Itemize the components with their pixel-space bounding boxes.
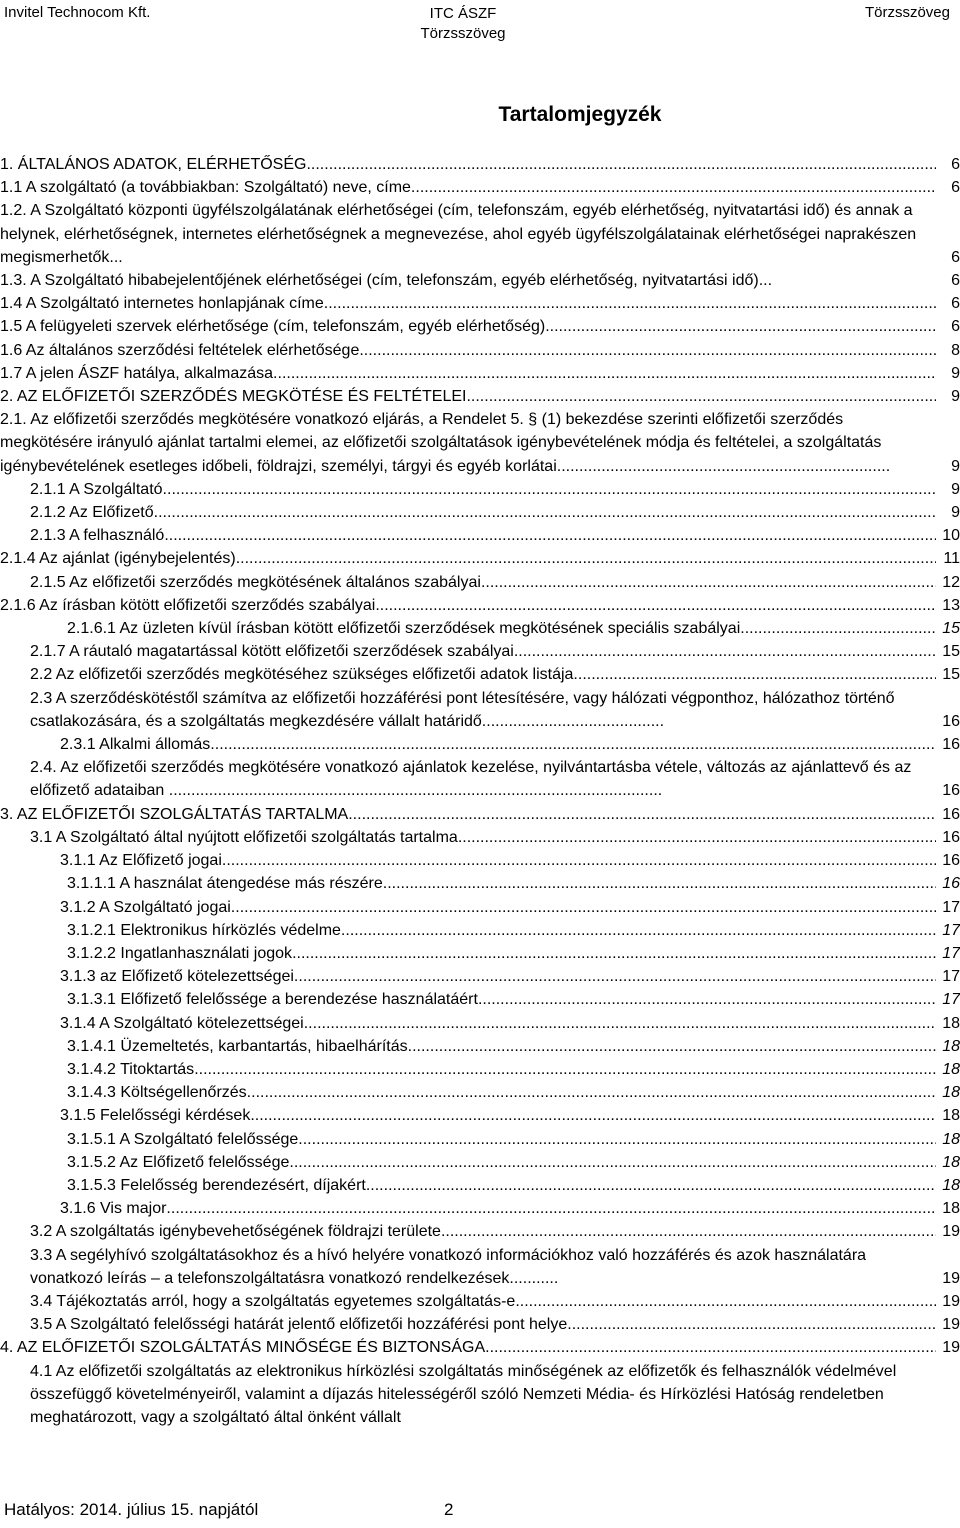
- toc-entry[interactable]: [0, 594, 960, 617]
- toc-entry[interactable]: [30, 478, 960, 501]
- toc-entry-text: 3.1.3.1 Előfizető felelőssége a berendezése használatáért: [67, 991, 478, 1009]
- toc-entry-text: 3.1.1.1 A használat átengedése más részére: [67, 875, 383, 893]
- toc-entry-page: 18: [942, 1107, 960, 1125]
- toc-entry-text: 3.1.6 Vis major: [60, 1200, 167, 1218]
- toc-entry-text: 1.2. A Szolgáltató központi ügyfélszolgálatának elérhetőségei (cím, telefonszám, egyéb elérhetőség, nyitvatartási idő) és annak a helynek, elérhetőségnek, internetes elérhetőségnek a megnevezése, ahol egyéb ügyfélszolgálatainak elérhetőségei naprakészen megismerhetők: [0, 202, 917, 266]
- toc-entry[interactable]: [30, 1360, 960, 1430]
- toc-entry[interactable]: [30, 1290, 960, 1313]
- toc-entry[interactable]: [60, 733, 960, 756]
- toc-entry[interactable]: [60, 896, 960, 919]
- toc-entry[interactable]: [30, 663, 960, 686]
- toc-entry-text: 4.1 Az előfizetői szolgáltatás az elektronikus hírközlési szolgáltatás minőségének az előfizetők és felhasználók védelmével összefüggő követelményeiről, valamint a díjazás hitelességéről szóló Nemzeti Média- és Hírközlési Hatóság rendeletben meghatározott, vagy a szolgáltató által önként vállalt: [30, 1362, 897, 1426]
- toc-entry-page: 19: [942, 1223, 960, 1241]
- toc-entry[interactable]: [30, 640, 960, 663]
- toc-entry[interactable]: [0, 153, 960, 176]
- toc-entry-page: 6: [951, 248, 960, 266]
- toc-entry-text: 1.1 A szolgáltató (a továbbiakban: Szolgáltató) neve, címe: [0, 179, 411, 197]
- header-center: [403, 4, 523, 44]
- toc-entry-text: 3.5 A Szolgáltató felelősségi határát jelentő előfizetői hozzáférési pont helye: [30, 1316, 568, 1334]
- toc-entry-page: 9: [951, 388, 960, 406]
- toc-entry-text: 3.4 Tájékoztatás arról, hogy a szolgáltatás egyetemes szolgáltatás-e: [30, 1292, 516, 1310]
- toc-entry-text: 3.1.4.1 Üzemeltetés, karbantartás, hibaelhárítás: [67, 1037, 408, 1055]
- toc-entry-text: 1.3. A Szolgáltató hibabejelentőjének elérhetőségei (cím, telefonszám, egyéb elérhetőség, nyitvatartási idő): [0, 272, 759, 290]
- toc-entry[interactable]: [30, 524, 960, 547]
- toc-entry-text: 1. ÁLTALÁNOS ADATOK, ELÉRHETŐSÉG: [0, 156, 307, 173]
- toc-entry-page: 16: [942, 828, 960, 846]
- toc-entry-page: 17: [942, 898, 960, 916]
- toc-entry-text: 3.1.5.2 Az Előfizető felelőssége: [67, 1153, 290, 1171]
- toc-entry[interactable]: [67, 1058, 960, 1081]
- toc-entry-page: 6: [951, 272, 960, 290]
- toc-entry[interactable]: [67, 988, 960, 1011]
- toc-entry[interactable]: 1.2. A Szolgáltató központi ügyfélszolgálatának elérhetőségei (cím, telefonszám, egyéb elérhetőség, nyitvatartási idő) és annak a helynek, elérhetőségnek, internetes elérhetőségnek a megnevezése, ahol egyéb ügyfélszolgálatainak elérhetőségei naprakészen megismerhetők... 6: [0, 199, 960, 269]
- toc-entry-text: 2.3.1 Alkalmi állomás: [60, 736, 211, 754]
- toc-entry[interactable]: [30, 826, 960, 849]
- toc-entry-text: 3.1.1 Az Előfizető jogai: [60, 852, 222, 870]
- toc-entry[interactable]: [0, 547, 960, 570]
- toc-entry[interactable]: [60, 1197, 960, 1220]
- footer-page-number: 2: [444, 1500, 454, 1519]
- toc-entry-text: 3.1.2.2 Ingatlanhasználati jogok: [67, 944, 293, 962]
- toc-entry-page: 16: [942, 782, 960, 800]
- toc-title: Tartalomjegyzék: [498, 103, 662, 126]
- toc-entry-page: 16: [942, 712, 960, 730]
- toc-entry[interactable]: 2.4. Az előfizetői szerződés megkötésére vonatkozó ajánlatok kezelése, nyilvántartásba vétele, változás az ajánlattevő és az előfizető adataiban ............................................................................................................... 16: [30, 756, 960, 802]
- toc-entry-page: 9: [951, 480, 960, 498]
- toc-entry-text: 3.1.4 A Szolgáltató kötelezettségei: [60, 1014, 304, 1032]
- toc-entry-text: 3.1.4.2 Titoktartás: [67, 1060, 195, 1078]
- toc-entry[interactable]: [0, 385, 960, 408]
- toc-entry-text: 2. AZ ELŐFIZETŐI SZERZŐDÉS MEGKÖTÉSE ÉS FELTÉTELEI: [0, 388, 467, 406]
- toc-entry-text: 3.1.3 az Előfizető kötelezettségei: [60, 968, 294, 986]
- toc-entry[interactable]: 2.1. Az előfizetői szerződés megkötésére vonatkozó eljárás, a Rendelet 5. § (1) bekezdése szerinti előfizetői szerződés megkötésére irányuló ajánlat tartalmi elemei, az előfizetői szolgáltatások igénybevételének módja és feltételei, a szolgáltatás igénybevételének esetleges időbeli, földrajzi, személyi, tárgyi és egyéb korlátai........................................................................... 9: [0, 408, 960, 478]
- toc-entry[interactable]: [0, 339, 960, 362]
- toc-entry[interactable]: [0, 176, 960, 199]
- toc-entry[interactable]: [30, 1313, 960, 1336]
- toc-entry-text: 3.1.2.1 Elektronikus hírközlés védelme: [67, 921, 341, 939]
- toc-entry-page: 17: [942, 944, 960, 962]
- toc-entry-text: 3.3 A segélyhívó szolgáltatásokhoz és a hívó helyére vonatkozó információkhoz való hozzáférés és azok használatára vonatkozó leírás – a telefonszolgáltatásra vonatkozó rendelkezések: [30, 1246, 867, 1287]
- toc-entry-page: 11: [943, 550, 960, 568]
- toc-entry[interactable]: [60, 1104, 960, 1127]
- header-right-label: Törzsszöveg: [864, 4, 950, 21]
- toc-entry-page: 15: [942, 643, 960, 661]
- toc-entry-text: 3.2 A szolgáltatás igénybevehetőségének földrajzi területe: [30, 1223, 441, 1241]
- toc-entry-text: 2.1.2 Az Előfizető: [30, 504, 154, 522]
- toc-entry-text: 1.6 Az általános szerződési feltételek elérhetősége: [0, 341, 360, 359]
- toc-entry-text: 3.1.5.1 A Szolgáltató felelőssége: [67, 1130, 299, 1148]
- toc-entry-page: 17: [942, 991, 960, 1009]
- toc-entry-page: 12: [942, 573, 960, 591]
- toc-entry[interactable]: [67, 1151, 960, 1174]
- toc-entry-text: 3.1.4.3 Költségellenőrzés: [67, 1084, 247, 1102]
- toc-entry-page: 15: [942, 620, 960, 638]
- toc-entry[interactable]: [0, 362, 960, 385]
- footer-effective-date: Hatályos: 2014. július 15. napjától: [4, 1500, 259, 1519]
- toc-entry[interactable]: [60, 1012, 960, 1035]
- toc-entry-page: 16: [942, 875, 960, 893]
- toc-entry-text: 2.1.3 A felhasználó: [30, 527, 165, 545]
- toc-entry-page: 13: [942, 596, 960, 614]
- header-company: Invitel Technocom Kft.: [4, 4, 151, 21]
- toc-entry[interactable]: [67, 1174, 960, 1197]
- toc-entry-page: 6: [951, 318, 960, 336]
- toc-entry-page: 18: [942, 1084, 960, 1102]
- toc-entry-page: 18: [942, 1130, 960, 1148]
- toc-entry[interactable]: [30, 501, 960, 524]
- toc-entry-text: 3. AZ ELŐFIZETŐI SZOLGÁLTATÁS TARTALMA: [0, 805, 349, 823]
- toc-entry[interactable]: [0, 803, 960, 826]
- toc-entry-text: 3.1 A Szolgáltató által nyújtott előfizetői szolgáltatás tartalma: [30, 828, 458, 846]
- toc-entry-text: 3.1.5 Felelősségi kérdések: [60, 1107, 251, 1125]
- header-document-name: ITC ÁSZF: [429, 5, 497, 22]
- toc-entry-text: 2.3 A szerződéskötéstől számítva az előfizetői hozzáférési pont létesítésére, vagy hálózati végponthoz, hálózathoz történő csatlakozására, és a szolgáltatás megkezdésére vállalt határidő: [30, 689, 895, 730]
- toc-entry-page: 6: [951, 179, 960, 197]
- toc-entry[interactable]: [60, 965, 960, 988]
- toc-entry[interactable]: [60, 849, 960, 872]
- toc-entry[interactable]: 1.3. A Szolgáltató hibabejelentőjének elérhetőségei (cím, telefonszám, egyéb elérhetőség, nyitvatartási idő)... 6: [0, 269, 960, 292]
- toc-entry-page: 18: [942, 1176, 960, 1194]
- toc-entry-text: 2.1.1 A Szolgáltató: [30, 480, 163, 498]
- toc-entry-page: 16: [942, 852, 960, 870]
- table-of-contents: [0, 153, 960, 1429]
- toc-entry[interactable]: 3.3 A segélyhívó szolgáltatásokhoz és a hívó helyére vonatkozó információkhoz való hozzáférés és azok használatára vonatkozó leírás – a telefonszolgáltatásra vonatkozó rendelkezések........... 19: [30, 1244, 960, 1290]
- toc-entry-text: 2.1.4 Az ajánlat (igénybejelentés): [0, 550, 236, 568]
- toc-entry-page: 16: [942, 805, 960, 823]
- toc-entry-page: 9: [951, 457, 960, 475]
- toc-entry[interactable]: 2.3 A szerződéskötéstől számítva az előfizetői hozzáférési pont létesítésére, vagy hálózati végponthoz, hálózathoz történő csatlakozására, és a szolgáltatás megkezdésére vállalt határidő......................................... 16: [30, 687, 960, 733]
- toc-entry-text: 1.4 A Szolgáltató internetes honlapjának címe: [0, 295, 324, 313]
- toc-entry-text: 2.2 Az előfizetői szerződés megkötéséhez szükséges előfizetői adatok listája: [30, 666, 574, 684]
- toc-entry-page: 19: [942, 1269, 960, 1287]
- toc-entry-page: 18: [942, 1200, 960, 1218]
- toc-entry-page: 9: [951, 364, 960, 382]
- toc-entry-text: 1.7 A jelen ÁSZF hatálya, alkalmazása: [0, 364, 274, 382]
- toc-entry[interactable]: [67, 1035, 960, 1058]
- toc-entry[interactable]: [67, 1128, 960, 1151]
- toc-entry[interactable]: [67, 872, 960, 895]
- toc-entry-page: 6: [951, 295, 960, 313]
- toc-entry-text: 2.1.5 Az előfizetői szerződés megkötésének általános szabályai: [30, 573, 481, 591]
- toc-entry-page: 8: [951, 341, 960, 359]
- toc-entry-page: 19: [942, 1316, 960, 1334]
- toc-entry-page: 19: [942, 1292, 960, 1310]
- toc-entry-page: 18: [942, 1060, 960, 1078]
- toc-entry-text: 2.1.6 Az írásban kötött előfizetői szerződés szabályai: [0, 596, 376, 614]
- toc-entry-text: 2.1.6.1 Az üzleten kívül írásban kötött előfizetői szerződések megkötésének speciális szabályai: [67, 620, 741, 638]
- toc-entry[interactable]: [30, 1220, 960, 1243]
- toc-entry-page: 16: [942, 736, 960, 754]
- toc-entry-page: 18: [942, 1037, 960, 1055]
- toc-entry[interactable]: [67, 942, 960, 965]
- header-document-type: Törzsszöveg: [420, 25, 506, 42]
- toc-entry-page: 9: [951, 504, 960, 522]
- toc-entry-text: 3.1.5.3 Felelősség berendezésért, díjakért: [67, 1176, 366, 1194]
- toc-entry[interactable]: [30, 571, 960, 594]
- toc-entry-text: 2.4. Az előfizetői szerződés megkötésére vonatkozó ajánlatok kezelése, nyilvántartásba vétele, változás az ajánlattevő és az előfizető adataiban: [30, 759, 912, 800]
- toc-entry-page: 17: [942, 921, 960, 939]
- toc-entry-text: 2.1.7 A ráutaló magatartással kötött előfizetői szerződések szabályai: [30, 643, 514, 661]
- toc-entry-page: 17: [942, 968, 960, 986]
- toc-entry-page: 19: [942, 1339, 960, 1357]
- toc-entry-page: 18: [942, 1153, 960, 1171]
- toc-entry[interactable]: [0, 315, 960, 338]
- toc-entry[interactable]: [67, 1081, 960, 1104]
- toc-entry[interactable]: [67, 919, 960, 942]
- toc-entry-text: 4. AZ ELŐFIZETŐI SZOLGÁLTATÁS MINŐSÉGE ÉS BIZTONSÁGA: [0, 1339, 486, 1357]
- toc-entry-text: 2.1. Az előfizetői szerződés megkötésére vonatkozó eljárás, a Rendelet 5. § (1) bekezdése szerinti előfizetői szerződés megkötésére irányuló ajánlat tartalmi elemei, az előfizetői szolgáltatások igénybevételének módja és feltételei, a szolgáltatás igénybevételének esetleges időbeli, földrajzi, személyi, tárgyi és egyéb korlátai: [0, 411, 882, 475]
- toc-entry[interactable]: [0, 292, 960, 315]
- toc-entry-page: 15: [942, 666, 960, 684]
- toc-entry-text: 3.1.2 A Szolgáltató jogai: [60, 898, 231, 916]
- toc-entry-page: 10: [942, 527, 960, 545]
- toc-entry[interactable]: [0, 1336, 960, 1359]
- toc-entry-text: 1.5 A felügyeleti szervek elérhetősége (cím, telefonszám, egyéb elérhetőség): [0, 318, 546, 336]
- toc-entry-page: 18: [942, 1014, 960, 1032]
- toc-entry[interactable]: [67, 617, 960, 640]
- toc-entry-page: 6: [951, 156, 960, 173]
